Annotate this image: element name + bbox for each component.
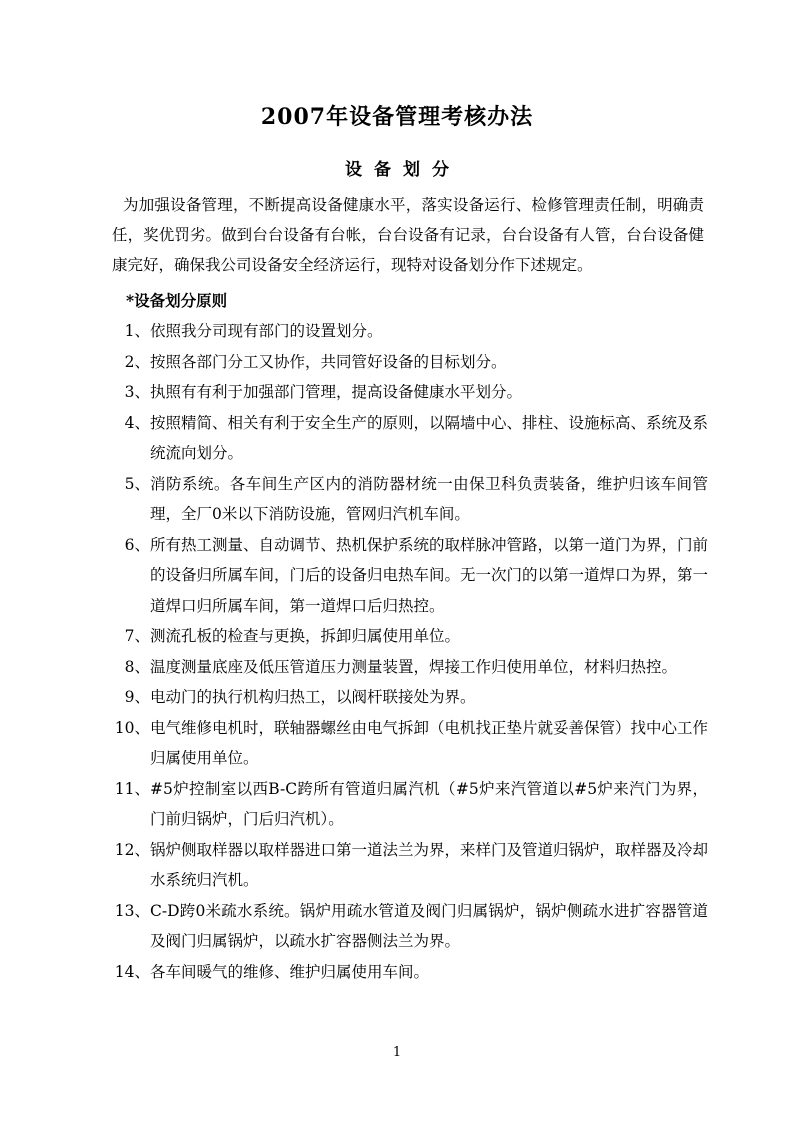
- list-item: [112, 652, 708, 683]
- item-number: 12、: [114, 840, 150, 859]
- list-item: [112, 469, 708, 530]
- item-text: #5炉控制室以西B-C跨所有管道归属汽机（#5炉来汽管道以#5炉来汽门为界，门前归锅炉，门后归汽机）。: [150, 779, 708, 828]
- item-text: C-D跨0米疏水系统。锅炉用疏水管道及阀门归属锅炉，锅炉侧疏水进扩容器管道及阀门归属锅炉，以疏水扩容器侧法兰为界。: [150, 901, 708, 950]
- list-item: [112, 896, 708, 957]
- list-item: [112, 774, 708, 835]
- list-item: [112, 347, 708, 378]
- section-title: 设备划分: [345, 160, 461, 180]
- list-item: [112, 377, 708, 408]
- list-item: [112, 713, 708, 774]
- list-item: [112, 835, 708, 896]
- item-number: 8、: [124, 657, 150, 676]
- item-text: 电气维修电机时，联轴器螺丝由电气拆卸（电机找正垫片就妥善保管）找中心工作归属使用单位。: [150, 718, 709, 767]
- intro-paragraph: 为加强设备管理，不断提高设备健康水平，落实设备运行、检修管理责任制，明确责任，奖优罚劣。做到台台设备有台帐，台台设备有记录，台台设备有人管，台台设备健康完好，确保我公司设备安全经济运行，现特对设备划分作下述规定。: [112, 196, 704, 274]
- item-number: 1、: [124, 322, 150, 340]
- item-text: 按照精简、相关有利于安全生产的原则，以隔墙中心、排柱、设施标高、系统及系统流向划分。: [150, 413, 709, 462]
- item-number: 13、: [114, 901, 150, 920]
- item-text: 锅炉侧取样器以取样器进口第一道法兰为界，来样门及管道归锅炉，取样器及冷却水系统归汽机。: [150, 840, 709, 889]
- item-text: 执照有有利于加强部门管理，提高设备健康水平划分。: [150, 383, 523, 401]
- item-text: 所有热工测量、自动调节、热机保护系统的取样脉冲管路，以第一道门为界，门前的设备归所属车间，门后的设备归电热车间。无一次门的以第一道焊口为界，第一道焊口归所属车间，第一道焊口后归热控。: [150, 535, 709, 615]
- item-text: 温度测量底座及低压管道压力测量装置，焊接工作归使用单位，材料归热控。: [150, 657, 678, 676]
- item-text: 各车间暖气的维修、维护归属使用车间。: [150, 962, 430, 981]
- item-text: 测流孔板的检查与更换，拆卸归属使用单位。: [150, 627, 461, 645]
- item-number: 11、: [114, 779, 150, 798]
- item-number: 3、: [124, 383, 150, 401]
- item-number: 4、: [124, 413, 150, 432]
- page-number: 1: [392, 1045, 402, 1060]
- principles-heading: *设备划分原则: [126, 291, 228, 310]
- item-text: 电动门的执行机构归热工，以阀杆联接处为界。: [150, 688, 476, 706]
- item-number: 2、: [124, 352, 150, 371]
- list-item: [112, 316, 708, 347]
- list-item: [112, 530, 708, 622]
- item-text: 依照我分司现有部门的设置划分。: [150, 322, 383, 340]
- principles-list: [112, 316, 708, 987]
- document-title: 2007年设备管理考核办法: [260, 104, 534, 130]
- item-number: 7、: [124, 627, 150, 645]
- item-text: 消防系统。各车间生产区内的消防器材统一由保卫科负责装备，维护归该车间管理，全厂0米以下消防设施，管网归汽机车间。: [150, 474, 708, 523]
- item-number: 6、: [124, 535, 150, 554]
- list-item: [112, 957, 708, 988]
- item-number: 9、: [124, 688, 150, 706]
- item-text: 按照各部门分工又协作，共同管好设备的目标划分。: [150, 352, 507, 371]
- item-number: 10、: [114, 718, 150, 737]
- list-item: [112, 621, 708, 652]
- item-number: 5、: [124, 474, 150, 493]
- list-item: [112, 408, 708, 469]
- list-item: [112, 682, 708, 713]
- item-number: 14、: [114, 962, 150, 981]
